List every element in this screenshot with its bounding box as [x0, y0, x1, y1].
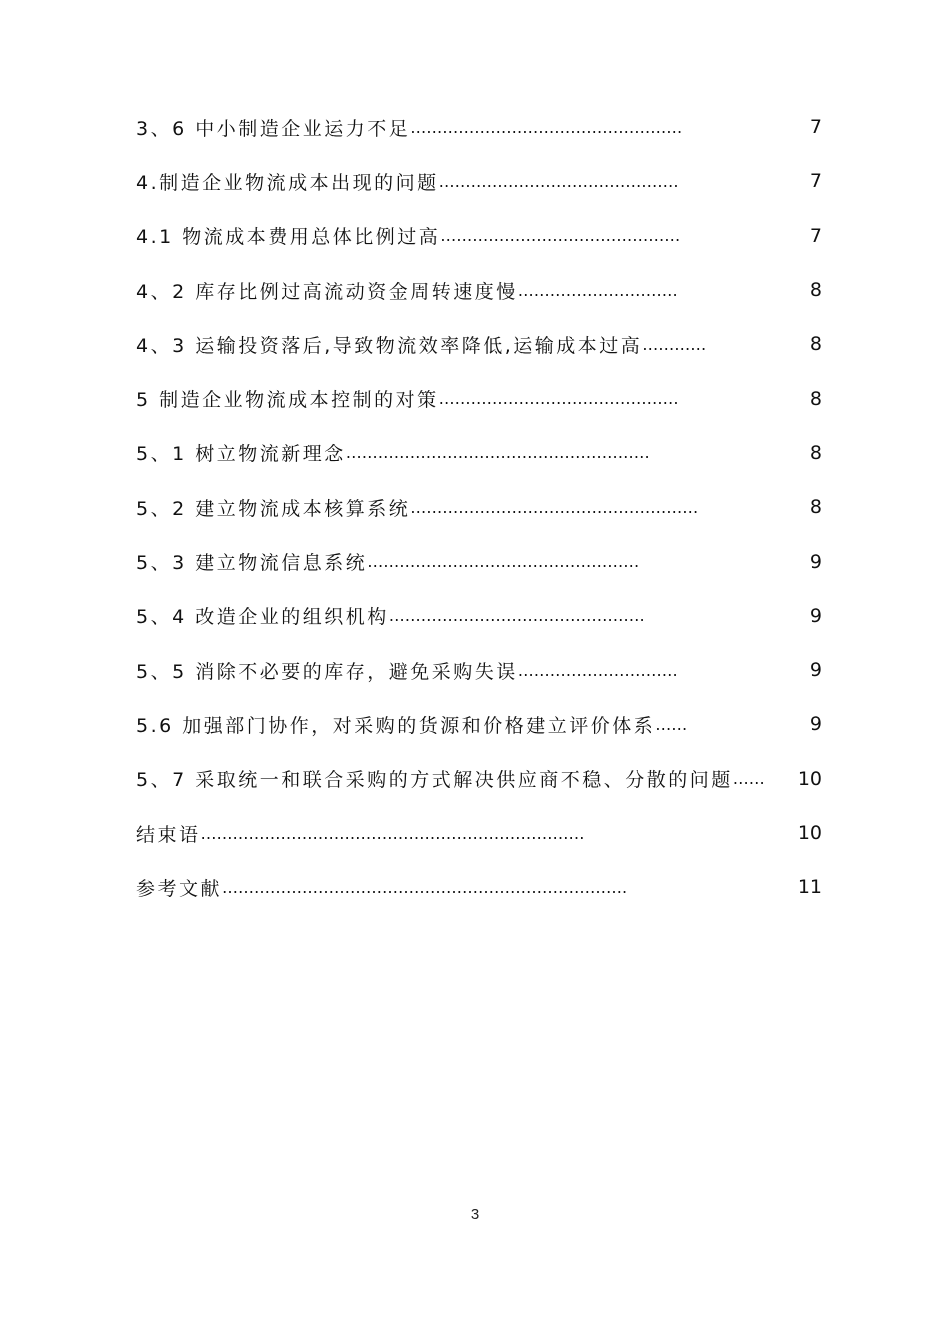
toc-entry-leader: …………………………………………………: [345, 443, 650, 463]
toc-entry-leader: …………: [642, 334, 707, 354]
toc-entry-leader: ………………………………………: [438, 389, 679, 409]
toc-entry-title: 5 制造企业物流成本控制的对策: [136, 389, 439, 412]
toc-entry-leader: …………………………: [517, 660, 678, 680]
toc-entry-page: 7: [809, 224, 822, 247]
toc-entry-title: 5、4 改造企业的组织机构: [136, 606, 389, 629]
toc-entry-page: 9: [809, 659, 822, 682]
toc-entry-leader: ………………………………………………………………: [200, 823, 585, 843]
toc-entry-title: 4、3 运输投资落后,导致物流效率降低,运输成本过高: [136, 334, 643, 357]
toc-entry-page: 11: [797, 876, 822, 899]
toc-entry-page: 10: [797, 822, 822, 844]
toc-entry-page: 10: [797, 767, 822, 790]
toc-entry-page: 9: [809, 550, 822, 573]
toc-entry-leader: ……………………………………………: [410, 117, 683, 137]
toc-entry: [136, 426, 826, 480]
toc-entry: [136, 263, 826, 317]
toc-entry-page: 9: [809, 604, 822, 627]
toc-entry-title: 3、6 中小制造企业运力不足: [136, 117, 411, 140]
table-of-contents: [136, 100, 826, 914]
toc-entry-title: 5、5 消除不必要的库存，避免采购失误: [136, 660, 518, 683]
toc-entry: [136, 643, 826, 697]
toc-entry-title: 结束语: [136, 823, 201, 846]
toc-entry-title: 5、3 建立物流信息系统: [136, 552, 368, 575]
toc-entry: [136, 697, 826, 751]
toc-entry: [136, 480, 826, 534]
toc-entry: [136, 100, 826, 154]
toc-entry-title: 参考文献: [136, 877, 223, 900]
toc-entry-leader: …………………………………………: [388, 606, 645, 626]
toc-entry: [136, 589, 826, 643]
toc-entry-page: 8: [809, 279, 822, 302]
toc-entry-leader: ……: [732, 769, 765, 789]
toc-entry-leader: ………………………………………………: [410, 497, 699, 517]
toc-entry-leader: ………………………………………………………………….: [222, 877, 628, 897]
toc-entry: [136, 752, 826, 806]
footer-page-number: 3: [470, 1206, 480, 1223]
toc-entry: [136, 534, 826, 588]
toc-entry-title: 4.1 物流成本费用总体比例过高: [136, 226, 441, 249]
toc-entry: [136, 860, 826, 914]
toc-entry-page: 7: [809, 170, 822, 193]
toc-entry: [136, 371, 826, 425]
toc-entry-title: 5、1 树立物流新理念: [136, 443, 346, 466]
toc-entry-leader: ……………………………………………: [367, 552, 640, 572]
toc-entry-page: 8: [809, 333, 822, 356]
toc-entry-title: 4.制造企业物流成本出现的问题: [136, 171, 439, 194]
toc-entry: [136, 154, 826, 208]
toc-entry-page: 9: [809, 713, 822, 736]
toc-entry-leader: ………………………………………: [440, 226, 681, 246]
toc-entry: [136, 806, 826, 860]
toc-entry-title: 5、7 采取统一和联合采购的方式解决供应商不稳、分散的问题: [136, 769, 733, 792]
toc-entry: [136, 317, 826, 371]
toc-entry-page: 8: [809, 441, 822, 464]
toc-entry-page: 8: [809, 496, 822, 519]
toc-entry-leader: ………………………………………: [438, 171, 679, 191]
toc-entry-title: 5、2 建立物流成本核算系统: [136, 497, 411, 520]
toc-entry-leader: …………………………: [517, 280, 678, 300]
toc-entry-title: 4、2 库存比例过高流动资金周转速度慢: [136, 280, 518, 303]
toc-entry: [136, 209, 826, 263]
toc-entry-leader: ……: [655, 714, 688, 734]
toc-entry-page: 8: [809, 387, 822, 410]
toc-entry-page: 7: [809, 116, 822, 139]
toc-entry-title: 5.6 加强部门协作，对采购的货源和价格建立评价体系: [136, 714, 656, 737]
